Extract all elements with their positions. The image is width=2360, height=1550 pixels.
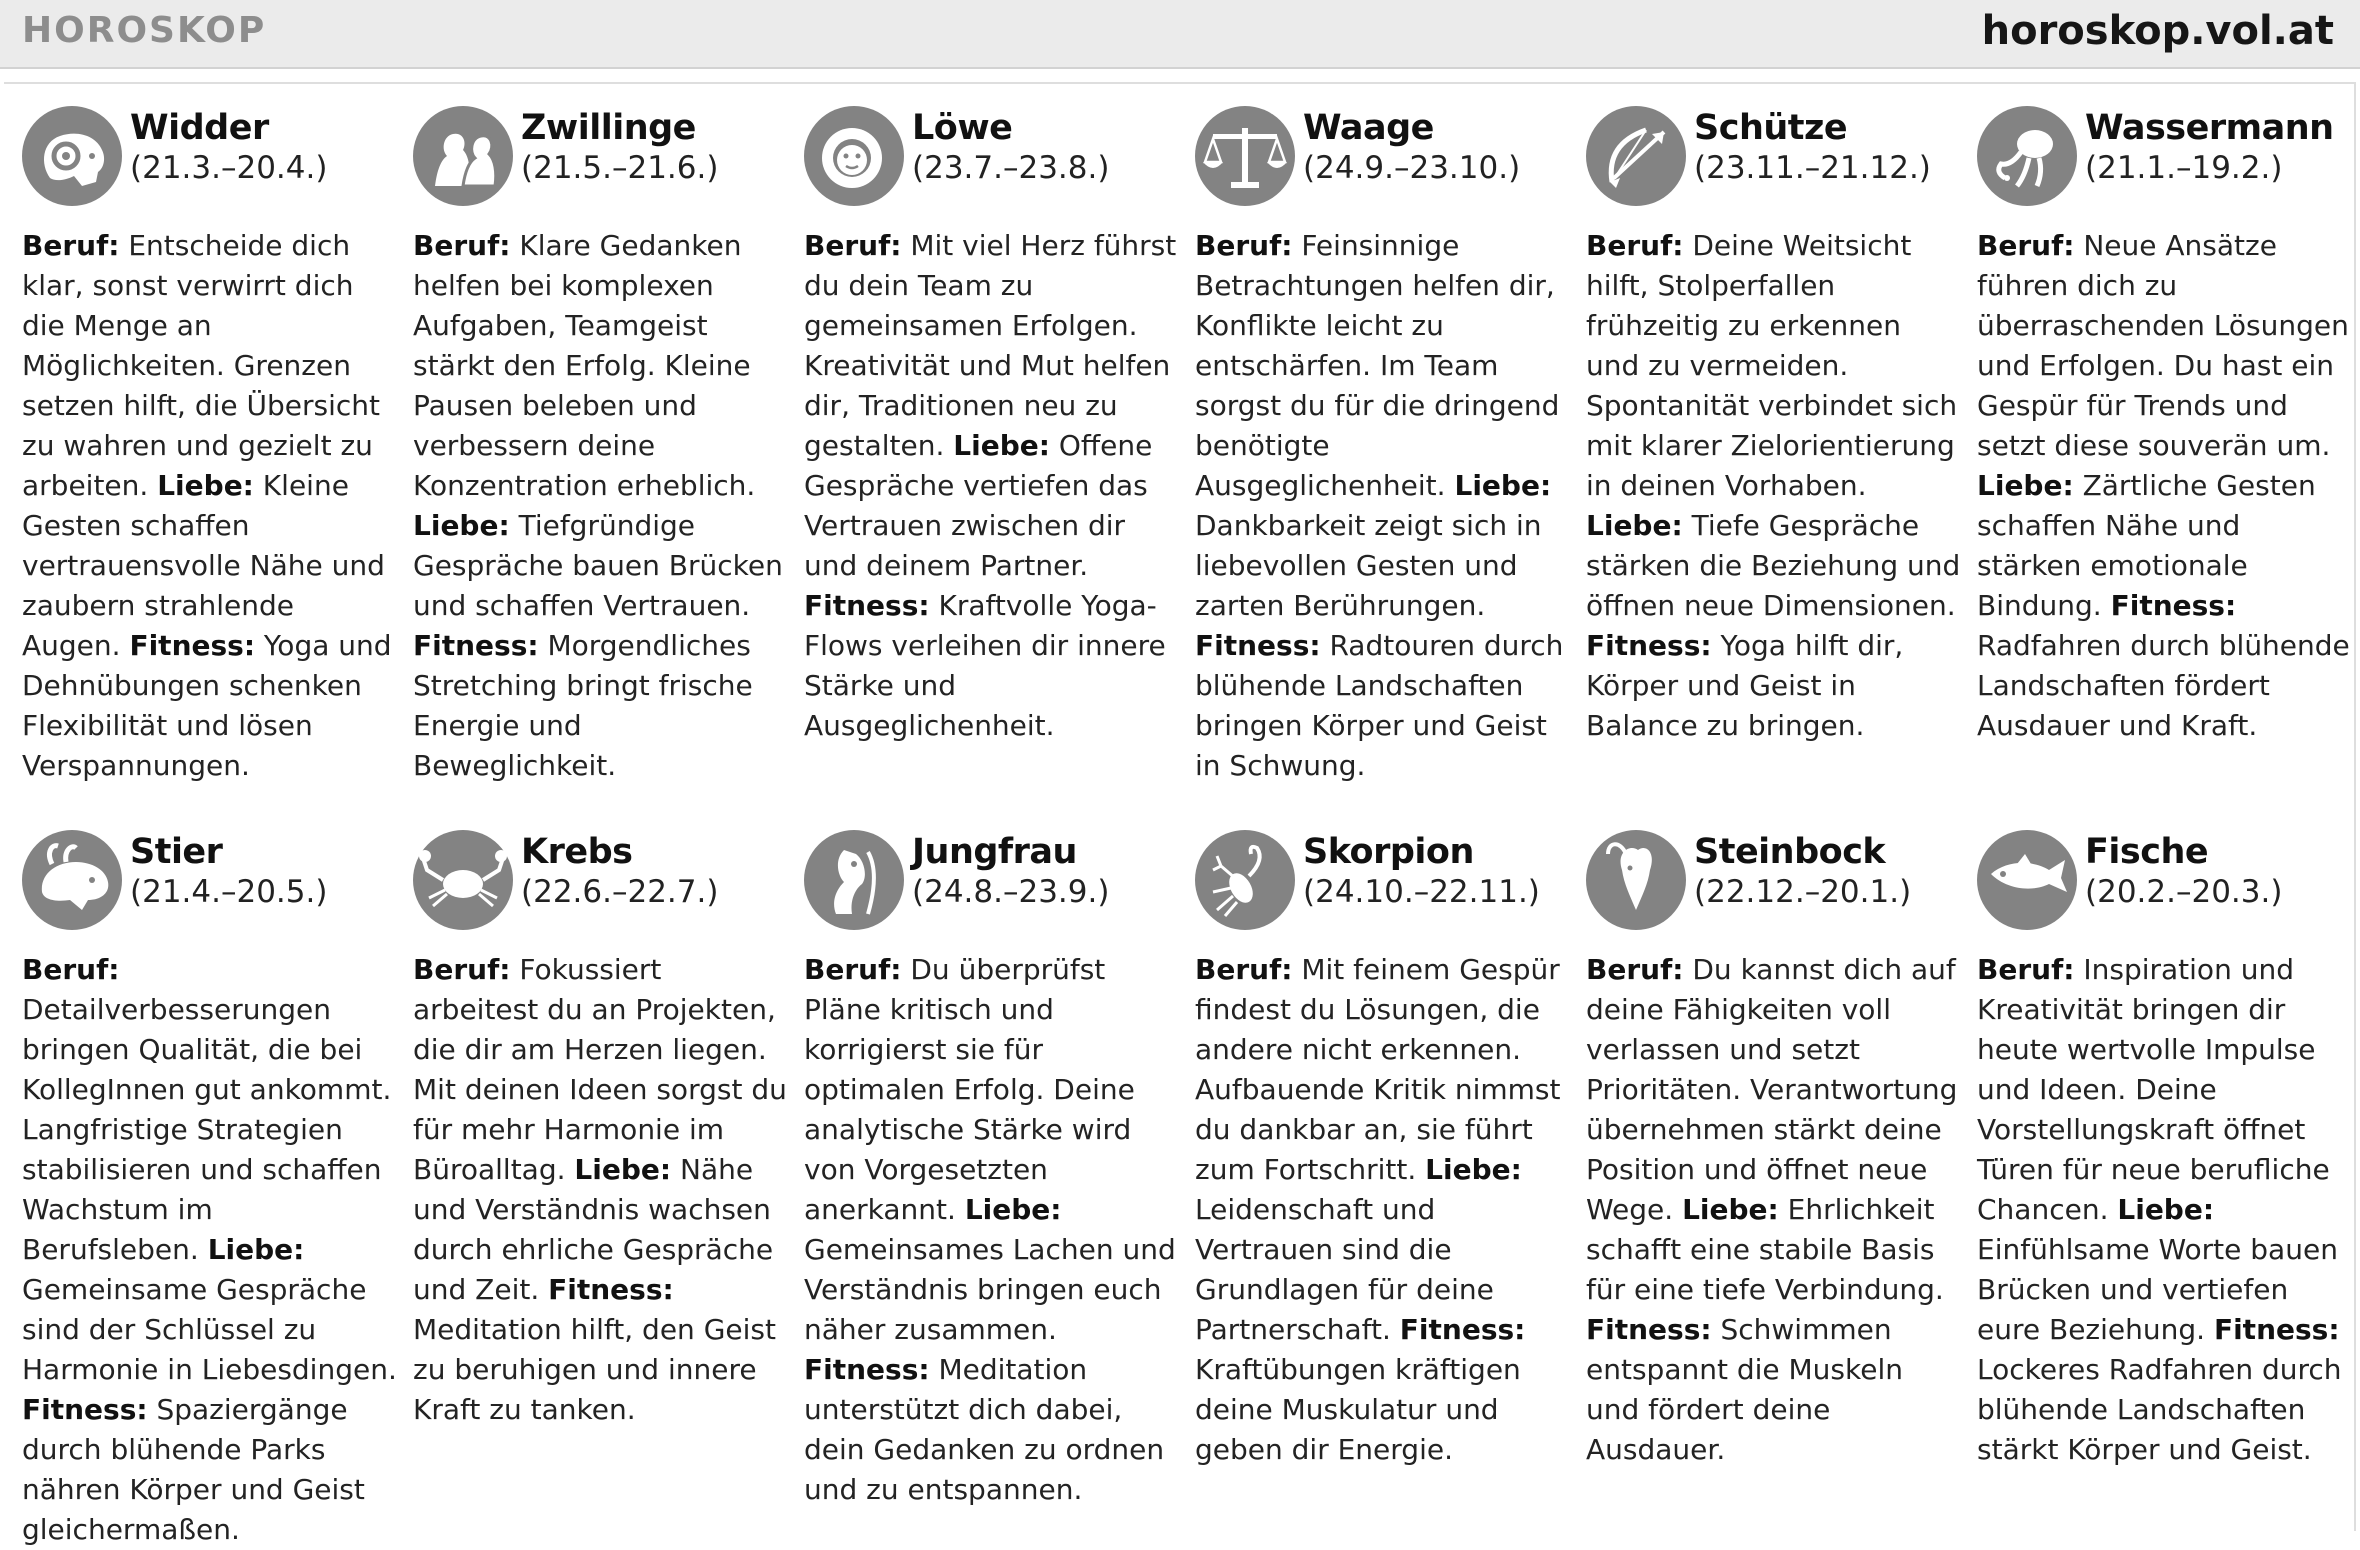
liebe-label: Liebe: [1425,1153,1522,1186]
fitness-label: Fitness: [2213,1313,2340,1346]
sign-name: Steinbock [1694,832,1886,872]
fitness-text: Kraftvolle Yoga-Flows verleihen dir innere Stärke und Ausgeglichenheit. [804,589,1166,742]
sign-dates: (23.7.–23.8.) [912,150,1110,186]
fitness-text: Spaziergänge durch blühende Parks nähren Körper und Geist gleichermaßen. [22,1393,365,1546]
horoscope-text [413,950,788,1430]
liebe-text: Gemeinsame Gespräche sind der Schlüssel zu Harmonie in Liebesdingen. [22,1273,397,1386]
liebe-label: Liebe: [953,429,1050,462]
horoscope-text [22,950,397,1550]
fitness-text: Meditation hilft, den Geist zu beruhigen und innere Kraft zu tanken. [413,1313,776,1426]
beruf-text: Du kannst dich auf deine Fähigkeiten voll verlassen und setzt Prioritäten. Verantwortung übernehmen stärkt deine Position und öffnet neue Wege. [1586,953,1958,1226]
sign-dates: (23.11.–21.12.) [1694,150,1931,186]
fitness-text: Radtouren durch blühende Landschaften bringen Körper und Geist in Schwung. [1195,629,1564,782]
beruf-label: Beruf: [804,953,902,986]
liebe-label: Liebe: [1454,469,1552,502]
fitness-text: Meditation unterstützt dich dabei, dein Gedanken zu ordnen und zu entspannen. [804,1353,1165,1506]
liebe-text: Tiefgründige Gespräche bauen Brücken und schaffen Vertrauen. [413,509,783,622]
fitness-label: Fitness: [413,629,539,662]
fitness-label: Fitness: [804,1353,930,1386]
fitness-text: Kraftübungen kräftigen deine Muskulatur und geben dir Energie. [1195,1353,1521,1466]
fish-icon [1977,830,2077,930]
sign-dates: (24.9.–23.10.) [1303,150,1521,186]
beruf-text: Feinsinnige Betrachtungen helfen dir, Konflikte leicht zu entschärfen. Im Team sorgst du für die dringend benötigte Ausgeglichenheit. [1195,229,1560,502]
fitness-text: Schwimmen entspannt die Muskeln und fördert deine Ausdauer. [1586,1313,1903,1466]
beruf-label: Beruf: [1977,953,2075,986]
scales-icon [1195,106,1295,206]
liebe-label: Liebe: [964,1193,1062,1226]
horoscope-text [804,226,1179,746]
beruf-label: Beruf: [22,229,120,262]
sign-name: Waage [1303,108,1434,148]
fitness-label: Fitness: [1586,1313,1712,1346]
beruf-text: Detailverbesserungen bringen Qualität, die bei KollegInnen gut ankommt. Langfristige Strategien stabilisieren und schaffen Wachstum im Berufsleben. [22,993,392,1266]
sign-name: Zwillinge [521,108,696,148]
sign-name: Schütze [1694,108,1848,148]
sign-dates: (21.5.–21.6.) [521,150,719,186]
beruf-label: Beruf: [413,953,511,986]
sign-dates: (20.2.–20.3.) [2085,874,2283,910]
liebe-label: Liebe: [574,1153,672,1186]
beruf-text: Du überprüfst Pläne kritisch und korrigierst sie für optimalen Erfolg. Deine analytische Stärke wird von Vorgesetzten anerkannt. [804,953,1135,1226]
horoscope-text [1586,226,1961,746]
fitness-text: Radfahren durch blühende Landschaften fördert Ausdauer und Kraft. [1977,629,2350,742]
goat-icon [1586,830,1686,930]
virgin-icon [804,830,904,930]
liebe-text: Leidenschaft und Vertrauen sind die Grundlagen für deine Partnerschaft. [1195,1193,1494,1346]
beruf-text: Mit feinem Gespür findest du Lösungen, die andere nicht erkennen. Aufbauende Kritik nimmst du dankbar an, sie führt zum Fortschritt. [1195,953,1561,1186]
fitness-text: Morgendliches Stretching bringt frische Energie und Beweglichkeit. [413,629,753,782]
horoscope-text [1977,226,2352,746]
beruf-text: Entscheide dich klar, sonst verwirrt dich die Menge an Möglichkeiten. Grenzen setzen hilft, die Übersicht zu wahren und gezielt zu arbeiten. [22,229,380,502]
sign-name: Krebs [521,832,633,872]
sign-name: Löwe [912,108,1013,148]
liebe-text: Gemeinsames Lachen und Verständnis bringen euch näher zusammen. [804,1233,1176,1346]
sign-name: Stier [130,832,223,872]
liebe-label: Liebe: [413,509,510,542]
liebe-text: Dankbarkeit zeigt sich in liebevollen Gesten und zarten Berührungen. [1195,509,1542,622]
liebe-text: Einfühlsame Worte bauen Brücken und vertiefen eure Beziehung. [1977,1233,2338,1346]
twins-icon [413,106,513,206]
fitness-text: Lockeres Radfahren durch blühende Landschaften stärkt Körper und Geist. [1977,1353,2342,1466]
horoscope-text [1977,950,2352,1470]
beruf-label: Beruf: [22,953,120,986]
horoscope-text [22,226,397,786]
sign-dates: (24.8.–23.9.) [912,874,1110,910]
water-bearer-icon [1977,106,2077,206]
archer-icon [1586,106,1686,206]
fitness-label: Fitness: [1195,629,1321,662]
fitness-label: Fitness: [22,1393,148,1426]
liebe-label: Liebe: [157,469,254,502]
sign-dates: (21.1.–19.2.) [2085,150,2283,186]
crab-icon [413,830,513,930]
sign-name: Widder [130,108,269,148]
horoscope-text [413,226,788,786]
fitness-label: Fitness: [1399,1313,1526,1346]
beruf-label: Beruf: [1195,953,1293,986]
fitness-label: Fitness: [804,589,930,622]
ram-icon [22,106,122,206]
beruf-label: Beruf: [1586,953,1684,986]
site-link[interactable]: horoskop.vol.at [1981,8,2334,54]
beruf-label: Beruf: [804,229,902,262]
sign-dates: (21.4.–20.5.) [130,874,328,910]
liebe-text: Nähe und Verständnis wachsen durch ehrliche Gespräche und Zeit. [413,1153,774,1306]
liebe-text: Zärtliche Gesten schaffen Nähe und stärken emotionale Bindung. [1977,469,2316,622]
horoscope-text [804,950,1179,1510]
beruf-label: Beruf: [1977,229,2075,262]
liebe-label: Liebe: [1977,469,2074,502]
liebe-text: Ehrlichkeit schafft eine stabile Basis für eine tiefe Verbindung. [1586,1193,1944,1306]
sign-name: Jungfrau [912,832,1077,872]
header-bar [0,0,2360,69]
beruf-label: Beruf: [1586,229,1684,262]
lion-icon [804,106,904,206]
liebe-label: Liebe: [207,1233,305,1266]
sign-name: Skorpion [1303,832,1474,872]
beruf-text: Inspiration und Kreativität bringen dir heute wertvolle Impulse und Ideen. Deine Vorstellungskraft öffnet Türen für neue berufliche Chancen. [1977,953,2330,1226]
horoscope-text [1586,950,1961,1470]
fitness-label: Fitness: [1586,629,1712,662]
fitness-text: Yoga hilft dir, Körper und Geist in Balance zu bringen. [1586,629,1904,742]
liebe-label: Liebe: [1682,1193,1779,1226]
beruf-label: Beruf: [1195,229,1293,262]
sign-dates: (22.12.–20.1.) [1694,874,1912,910]
sign-name: Fische [2085,832,2209,872]
sign-dates: (22.6.–22.7.) [521,874,719,910]
sign-dates: (21.3.–20.4.) [130,150,328,186]
horoscope-text [1195,226,1570,786]
beruf-label: Beruf: [413,229,511,262]
section-title: HOROSKOP [22,10,267,51]
fitness-label: Fitness: [2110,589,2237,622]
sign-dates: (24.10.–22.11.) [1303,874,1540,910]
liebe-label: Liebe: [1586,509,1683,542]
fitness-label: Fitness: [129,629,256,662]
beruf-text: Deine Weitsicht hilft, Stolperfallen frühzeitig zu erkennen und zu vermeiden. Spontanität verbindet sich mit klarer Zielorientierung in deinen Vorhaben. [1586,229,1958,502]
beruf-text: Klare Gedanken helfen bei komplexen Aufgaben, Teamgeist stärkt den Erfolg. Kleine Pausen beleben und verbessern deine Konzentration erheblich. [413,229,756,502]
sign-name: Wassermann [2085,108,2334,148]
beruf-text: Neue Ansätze führen dich zu überraschenden Lösungen und Erfolgen. Du hast ein Gespür für Trends und setzt diese souverän um. [1977,229,2349,462]
fitness-label: Fitness: [548,1273,674,1306]
beruf-text: Mit viel Herz führst du dein Team zu gemeinsamen Erfolgen. Kreativität und Mut helfen dir, Traditionen neu zu gestalten. [804,229,1177,462]
liebe-label: Liebe: [2117,1193,2215,1226]
fitness-text: Yoga und Dehnübungen schenken Flexibilität und lösen Verspannungen. [22,629,392,782]
bull-icon [22,830,122,930]
liebe-text: Offene Gespräche vertiefen das Vertrauen zwischen dir und deinem Partner. [804,429,1153,582]
liebe-text: Tiefe Gespräche stärken die Beziehung und öffnen neue Dimensionen. [1586,509,1961,622]
beruf-text: Fokussiert arbeitest du an Projekten, die dir am Herzen liegen. Mit deinen Ideen sorgst du für mehr Harmonie im Büroalltag. [413,953,787,1186]
horoscope-text [1195,950,1570,1470]
scorpion-icon [1195,830,1295,930]
liebe-text: Kleine Gesten schaffen vertrauensvolle Nähe und zaubern strahlende Augen. [22,469,385,662]
